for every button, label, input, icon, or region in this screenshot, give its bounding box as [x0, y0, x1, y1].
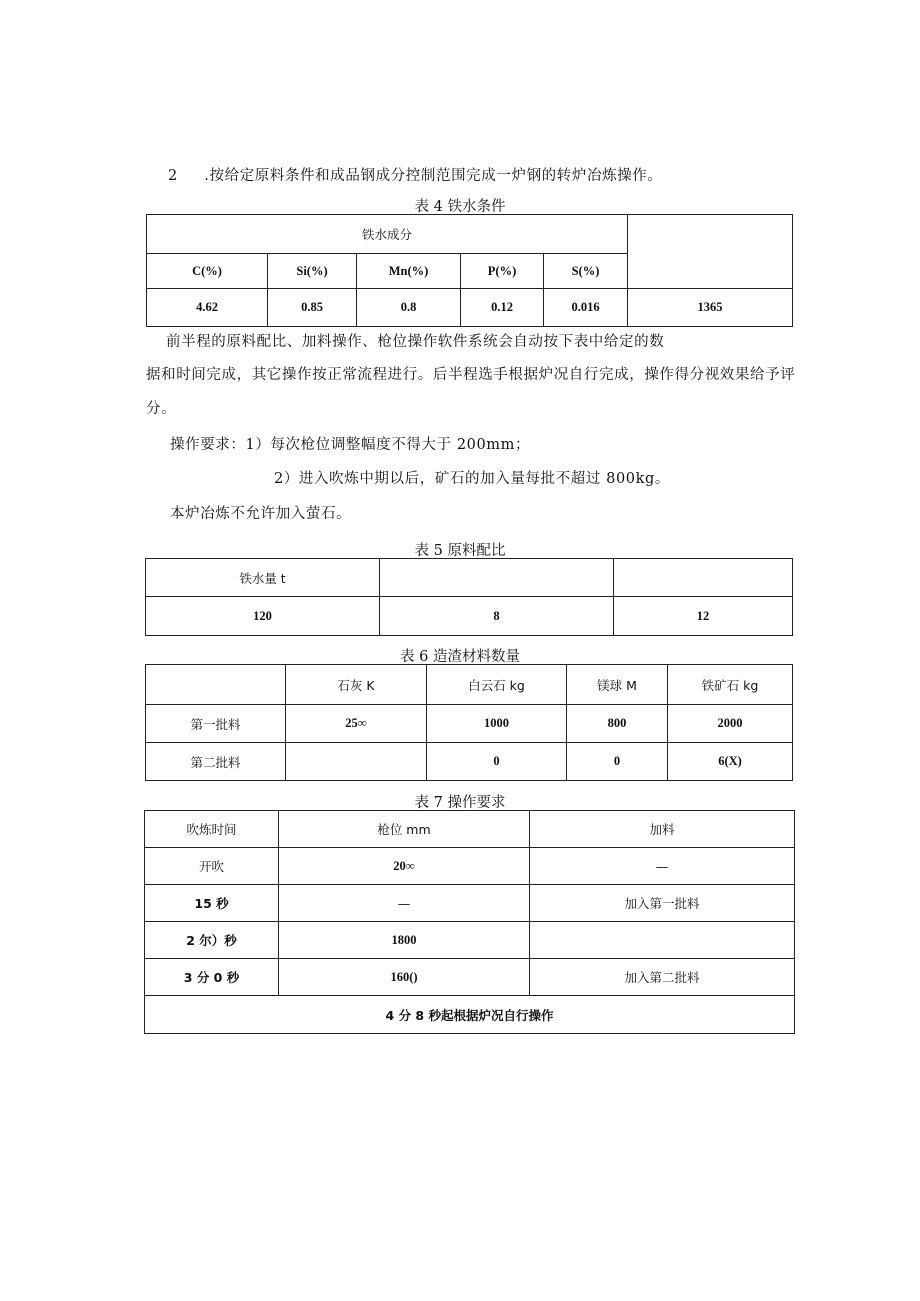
- table7-row1-charge: —: [530, 848, 795, 885]
- table4-value-temp: 1365: [628, 289, 793, 327]
- table6-caption: 表 6 造渣材料数量: [400, 649, 520, 665]
- table-row: [146, 743, 793, 781]
- table4-col-p: P(%): [461, 254, 544, 289]
- table6: [145, 664, 793, 781]
- table7-footer: 4 分 8 秒起根据炉况自行操作: [145, 996, 795, 1034]
- table4-caption: 表 4 铁水条件: [414, 199, 506, 215]
- body-p1-line1: 前半程的原料配比、加料操作、枪位操作软件系统会自动按下表中给定的数: [166, 334, 665, 350]
- table7-row3-lance: 1800: [279, 922, 530, 959]
- table6-row1-magnesia: 800: [567, 705, 668, 743]
- table6-header-lime: 石灰 K: [286, 665, 427, 705]
- table7-row2-charge: 加入第一批料: [530, 885, 795, 922]
- table5-value-2: 8: [380, 597, 614, 636]
- intro-text: .按给定原料条件和成品钢成分控制范围完成一炉钢的转炉冶炼操作。: [204, 168, 663, 184]
- table4-value-mn: 0.8: [357, 289, 461, 327]
- table6-header-magnesia: 镁球 M: [567, 665, 668, 705]
- table6-row2-iron-ore: 6(X): [668, 743, 793, 781]
- table4-group-header: 铁水成分: [147, 215, 628, 254]
- table4-col-s: S(%): [544, 254, 628, 289]
- table6-row2-label: 第二批料: [146, 743, 286, 781]
- table6-row2-dolomite: 0: [427, 743, 567, 781]
- table5-header-2: [380, 559, 614, 597]
- table6-header-dolomite: 白云石 kg: [427, 665, 567, 705]
- table7-row4-charge: 加入第二批料: [530, 959, 795, 996]
- table7-row2-time: 15 秒: [145, 885, 279, 922]
- table-row: [146, 705, 793, 743]
- table5-caption: 表 5 原料配比: [414, 543, 506, 559]
- table4-col-c: C(%): [147, 254, 268, 289]
- table4-col-si: Si(%): [268, 254, 357, 289]
- table4: [146, 214, 793, 327]
- table-row: [145, 922, 795, 959]
- table6-row1-lime: 25∞: [286, 705, 427, 743]
- table-row: [145, 885, 795, 922]
- table5-value-1: 120: [146, 597, 380, 636]
- table5-header-iron: 铁水量 t: [146, 559, 380, 597]
- table7-row3-time: 2 尔）秒: [145, 922, 279, 959]
- table6-row2-magnesia: 0: [567, 743, 668, 781]
- table7-header-lance: 枪位 mm: [279, 811, 530, 848]
- table7-header-time: 吹炼时间: [145, 811, 279, 848]
- table6-row1-iron-ore: 2000: [668, 705, 793, 743]
- table6-row2-lime: [286, 743, 427, 781]
- table6-row1-label: 第一批料: [146, 705, 286, 743]
- table4-col-mn: Mn(%): [357, 254, 461, 289]
- body-p1-line2: 据和时间完成，其它操作按正常流程进行。后半程选手根据炉况自行完成，操作得分视效果给予评: [146, 367, 796, 383]
- table7-row3-charge: [530, 922, 795, 959]
- table7-row4-time: 3 分 0 秒: [145, 959, 279, 996]
- requirement-2: 2）进入吹炼中期以后，矿石的加入量每批不超过 800kg。: [274, 471, 670, 487]
- body-p1-line3: 分。: [146, 401, 177, 417]
- table5: [145, 558, 793, 636]
- table7-row1-time: 开吹: [145, 848, 279, 885]
- table6-header-blank: [146, 665, 286, 705]
- table4-empty-header: [628, 215, 793, 289]
- table4-value-si: 0.85: [268, 289, 357, 327]
- intro-number: 2: [168, 168, 178, 184]
- table-row: [145, 959, 795, 996]
- table7-caption: 表 7 操作要求: [414, 795, 506, 811]
- requirement-1: 操作要求：1）每次枪位调整幅度不得大于 200mm；: [170, 437, 531, 453]
- table6-row1-dolomite: 1000: [427, 705, 567, 743]
- table5-header-3: [614, 559, 793, 597]
- intro-line: [168, 164, 662, 185]
- table7-row2-lance: —: [279, 885, 530, 922]
- table7-row1-lance: 20∞: [279, 848, 530, 885]
- table7-header-charge: 加料: [530, 811, 795, 848]
- table4-value-p: 0.12: [461, 289, 544, 327]
- table4-value-s: 0.016: [544, 289, 628, 327]
- table5-value-3: 12: [614, 597, 793, 636]
- table7-row4-lance: 160(): [279, 959, 530, 996]
- note-no-fluorite: 本炉冶炼不允许加入萤石。: [170, 506, 352, 522]
- table-row: [145, 848, 795, 885]
- table4-value-c: 4.62: [147, 289, 268, 327]
- table6-header-iron-ore: 铁矿石 kg: [668, 665, 793, 705]
- table7: [144, 810, 795, 1034]
